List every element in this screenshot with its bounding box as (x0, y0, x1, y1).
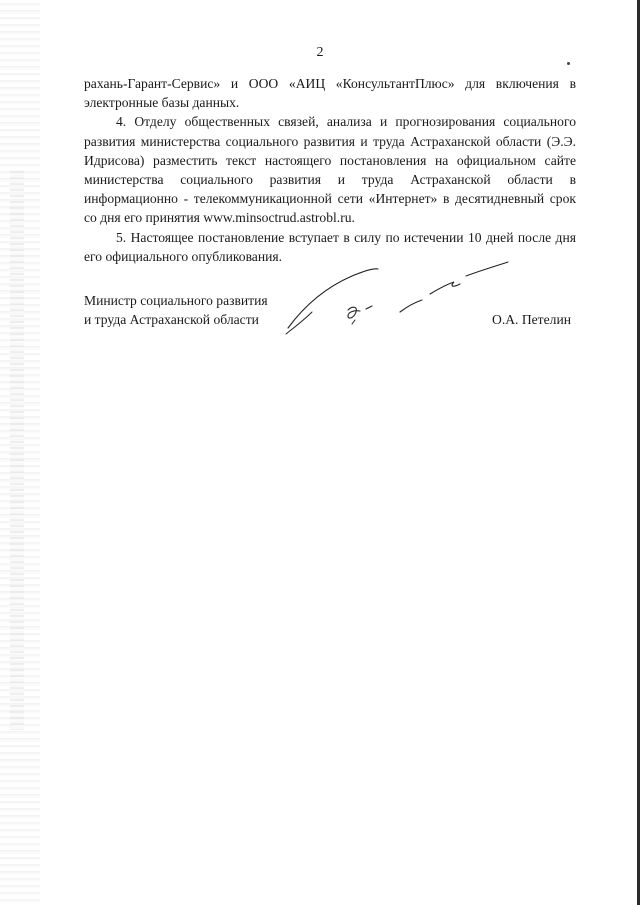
handwritten-signature (282, 254, 522, 344)
page-number: 2 (316, 45, 324, 60)
scan-edge-artifact-inner (10, 170, 24, 730)
signatory-title (84, 291, 268, 329)
signatory-title-line-2: и труда Астраханской области (84, 312, 259, 328)
document-body (84, 74, 576, 266)
signatory-name: О.А. Петелин (492, 312, 571, 327)
paragraph-continuation: рахань-Гарант-Сервис» и ООО «АИЦ «КонсультантПлюс» для включения в электронные базы данных. (84, 76, 576, 111)
scan-speck (567, 62, 570, 65)
signatory-title-line-1: Министр социального развития (84, 293, 268, 308)
paragraph-item-4: 4. Отделу общественных связей, анализа и прогнозирования социального развития министерства социального развития и труда Астраханской области (Э.Э. Идрисова) разместить текст настоящего постановления на официальном сайте министерства социального развития и труда Астраханской области в информационно - телекоммуникационной сети «Интернет» в десятидневный срок со дня его принятия www.minsoctrud.astrobl.ru. (84, 114, 576, 226)
paragraph-item-5: 5. Настоящее постановление вступает в силу по истечении 10 дней после дня его официального опубликования. (84, 229, 576, 264)
